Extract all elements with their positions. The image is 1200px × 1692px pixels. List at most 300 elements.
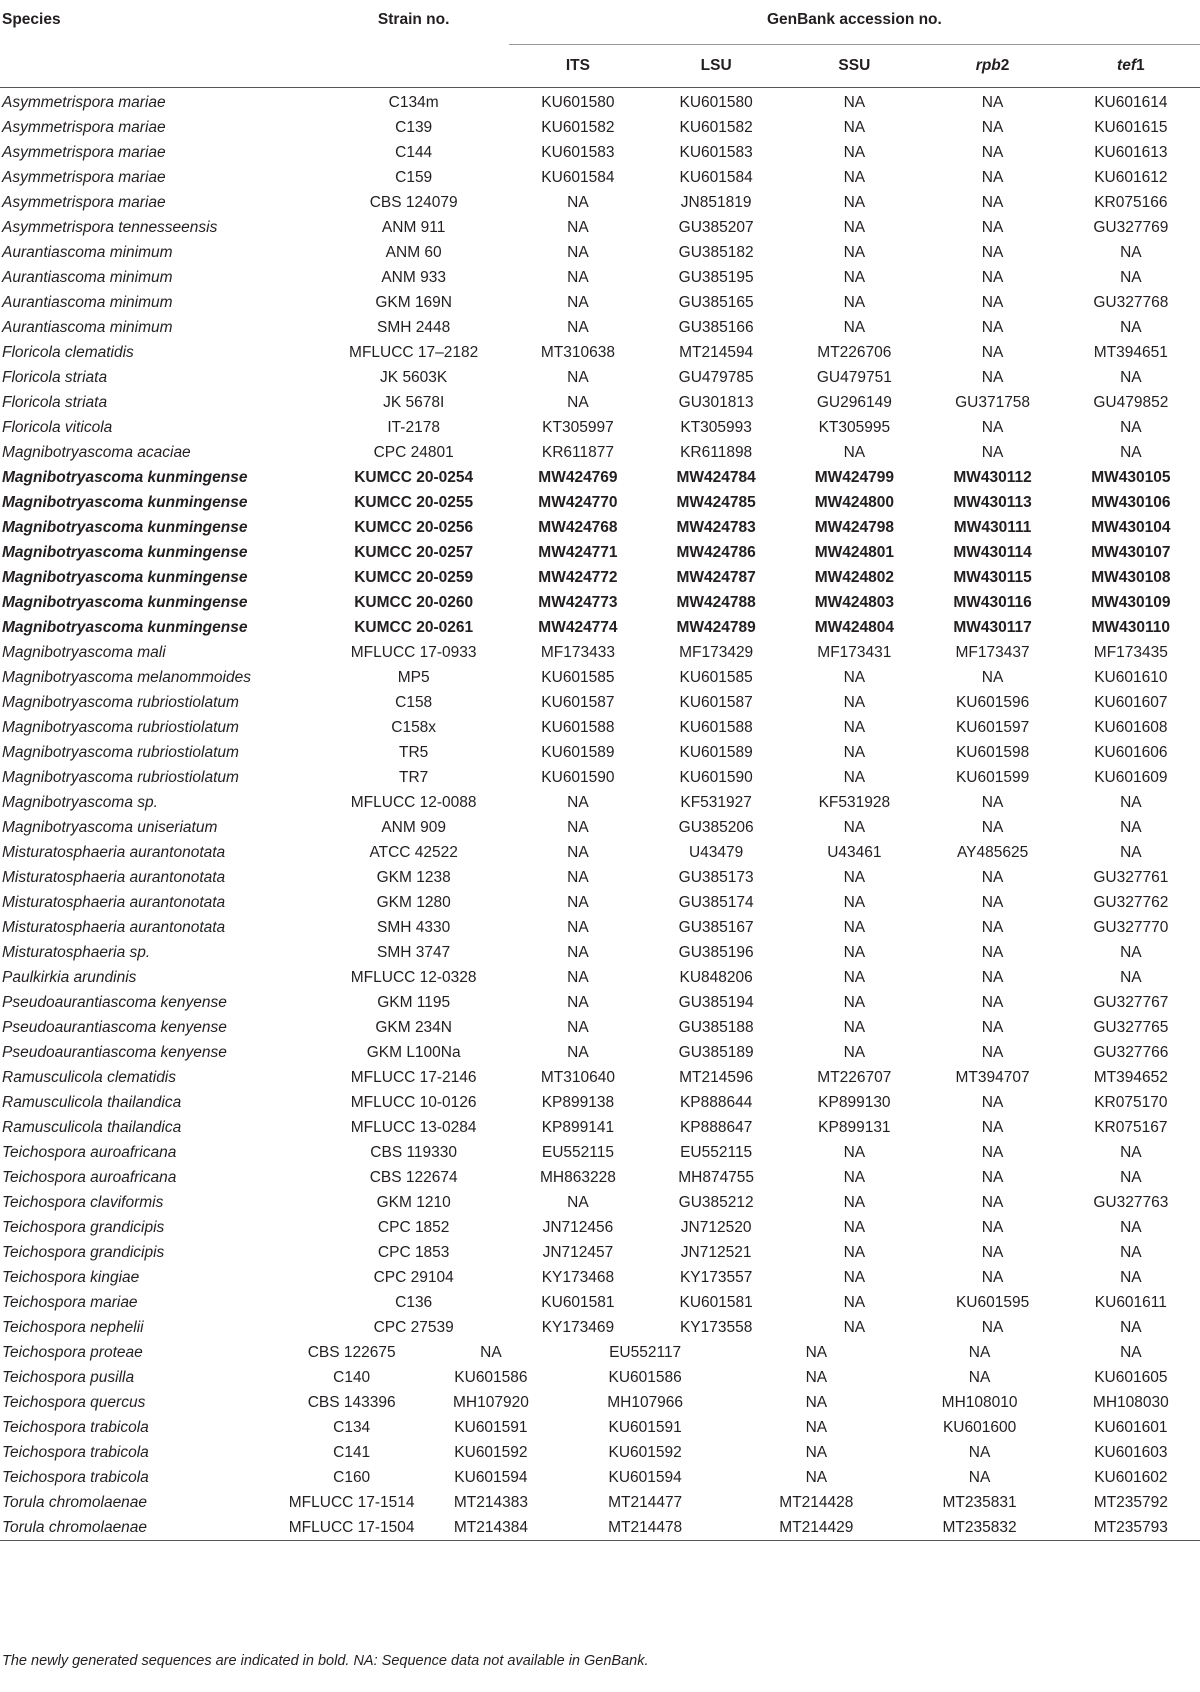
rpb2-cell-text: NA	[981, 343, 1004, 361]
lsu-cell-text: KU601591	[608, 1418, 682, 1436]
rpb2-cell	[923, 1290, 1061, 1315]
its-cell	[509, 865, 647, 890]
lsu-cell-text: GU385182	[678, 243, 754, 261]
its-cell	[509, 1290, 647, 1315]
strain-cell	[319, 1165, 509, 1190]
strain-cell-text: C139	[395, 118, 433, 136]
rpb2-cell	[923, 340, 1061, 365]
tef1-cell-text: NA	[1120, 1318, 1142, 1336]
rpb2-cell-text: MW430117	[953, 618, 1032, 636]
strain-cell	[319, 1190, 509, 1215]
lsu-cell	[647, 87, 785, 115]
its-cell	[509, 965, 647, 990]
strain-cell-text: GKM 1238	[376, 868, 451, 886]
its-cell	[509, 890, 647, 915]
ssu-cell-text: MW424798	[814, 518, 894, 536]
species-cell-text: Pseudoaurantiascoma kenyense	[2, 1043, 227, 1061]
rpb2-cell	[923, 565, 1061, 590]
its-cell	[509, 590, 647, 615]
tef1-cell-text: NA	[1120, 268, 1142, 286]
its-cell	[509, 715, 647, 740]
its-cell	[509, 87, 647, 115]
tef1-cell	[1062, 265, 1200, 290]
rpb2-cell-text: MW430113	[953, 493, 1032, 511]
species-cell	[0, 140, 319, 165]
rpb2-cell	[923, 1165, 1061, 1190]
ssu-cell	[785, 715, 923, 740]
rpb2-cell	[923, 1065, 1061, 1090]
rpb2-cell-text: NA	[981, 943, 1004, 961]
tef1-cell	[1062, 1515, 1200, 1541]
ssu-cell-text: NA	[805, 1418, 828, 1436]
its-cell	[509, 1165, 647, 1190]
strain-cell	[319, 190, 509, 215]
strain-cell-text: MFLUCC 17-2146	[350, 1068, 477, 1086]
strain-cell	[319, 415, 509, 440]
tef1-cell-text: KU601615	[1094, 118, 1168, 136]
rpb2-cell-text: KU601597	[955, 718, 1030, 736]
ssu-cell-text: NA	[843, 1143, 866, 1161]
lsu-cell	[647, 290, 785, 315]
species-cell	[0, 590, 319, 615]
its-cell	[509, 815, 647, 840]
ssu-cell-text: NA	[843, 718, 866, 736]
species-cell-text: Asymmetrispora mariae	[2, 193, 166, 211]
its-cell-text: NA	[567, 368, 589, 386]
strain-cell-text: MFLUCC 17-1504	[288, 1518, 415, 1536]
its-cell-text: NA	[567, 793, 589, 811]
species-cell	[0, 87, 319, 115]
species-cell-text: Teichospora nephelii	[2, 1318, 144, 1336]
species-cell	[0, 790, 319, 815]
tef1-cell-text: NA	[1120, 968, 1142, 986]
lsu-cell-text: KY173558	[679, 1318, 753, 1336]
strain-cell-text: C158x	[391, 718, 437, 736]
rpb2-cell-text: MW430111	[953, 518, 1032, 536]
strain-cell-text: KUMCC 20-0257	[354, 543, 474, 561]
species-cell	[0, 115, 319, 140]
strain-cell-text: CPC 1852	[377, 1218, 450, 1236]
its-cell-text: NA	[567, 218, 589, 236]
lsu-cell	[647, 790, 785, 815]
rpb2-cell-text: NA	[981, 193, 1004, 211]
species-cell-text: Floricola viticola	[2, 418, 113, 436]
ssu-cell-text: NA	[843, 1218, 866, 1236]
its-cell-text: NA	[567, 868, 589, 886]
rpb2-cell	[923, 215, 1061, 240]
rpb2-cell	[923, 490, 1061, 515]
lsu-cell	[608, 1515, 785, 1541]
tef1-cell	[1062, 190, 1200, 215]
lsu-cell	[647, 515, 785, 540]
rpb2-cell	[923, 1090, 1061, 1115]
ssu-cell	[785, 1090, 923, 1115]
ssu-cell	[785, 140, 923, 165]
strain-cell-text: C134m	[388, 93, 439, 111]
ssu-cell	[785, 1315, 923, 1340]
rpb2-cell-text: MT235832	[942, 1518, 1017, 1536]
lsu-cell	[647, 865, 785, 890]
its-cell	[509, 565, 647, 590]
tef1-cell-text: GU327765	[1093, 1018, 1169, 1036]
tef1-cell-text: NA	[1120, 1168, 1142, 1186]
strain-cell	[319, 840, 509, 865]
table-body	[0, 87, 1200, 1540]
ssu-cell-text: NA	[843, 1043, 866, 1061]
tef1-cell-text: GU327763	[1093, 1193, 1169, 1211]
table-row	[0, 490, 1200, 515]
rpb2-cell	[923, 1415, 1061, 1440]
rpb2-cell-text: NA	[981, 1168, 1004, 1186]
species-cell-text: Asymmetrispora mariae	[2, 93, 166, 111]
ssu-cell-text: NA	[843, 1243, 866, 1261]
its-cell-text: MT310640	[540, 1068, 615, 1086]
rpb2-cell	[923, 665, 1061, 690]
rpb2-cell	[923, 1215, 1061, 1240]
table-row	[0, 240, 1200, 265]
species-cell	[0, 1490, 319, 1515]
tef1-cell-text: KU601609	[1094, 768, 1168, 786]
lsu-cell	[647, 690, 785, 715]
its-cell	[509, 115, 647, 140]
rpb2-cell-text: GU371758	[955, 393, 1031, 411]
lsu-cell-text: KU601584	[679, 168, 753, 186]
rpb2-cell-text: NA	[981, 993, 1004, 1011]
strain-cell	[319, 1040, 509, 1065]
rpb2-cell-text: KU601596	[955, 693, 1030, 711]
lsu-cell-text: KY173557	[679, 1268, 753, 1286]
lsu-cell	[647, 1140, 785, 1165]
strain-cell-text: MFLUCC 17-1514	[288, 1493, 415, 1511]
ssu-cell	[785, 290, 923, 315]
its-cell	[509, 165, 647, 190]
tef1-cell-text: GU327762	[1093, 893, 1169, 911]
ssu-cell	[785, 440, 923, 465]
lsu-cell-text: MW424787	[676, 568, 756, 586]
lsu-cell-text: MW424783	[676, 518, 756, 536]
its-cell	[509, 1265, 647, 1290]
rpb2-header-italic: rpb	[975, 56, 1001, 74]
tef1-cell-text: MW430106	[1091, 493, 1171, 511]
rpb2-cell	[923, 1465, 1061, 1490]
ssu-cell-text: NA	[805, 1343, 828, 1361]
ssu-cell	[785, 240, 923, 265]
rpb2-cell	[923, 1315, 1061, 1340]
rpb2-cell	[923, 415, 1061, 440]
strain-cell	[319, 940, 509, 965]
species-cell	[0, 765, 319, 790]
species-cell	[0, 340, 319, 365]
tef1-cell	[1062, 240, 1200, 265]
tef1-cell	[1062, 1215, 1200, 1240]
table-row	[0, 965, 1200, 990]
species-cell	[0, 1315, 319, 1340]
rpb2-cell-text: KU601599	[955, 768, 1030, 786]
table-row	[0, 465, 1200, 490]
rpb2-cell	[923, 590, 1061, 615]
ssu-cell-text: MW424801	[814, 543, 894, 561]
lsu-cell	[647, 990, 785, 1015]
species-cell	[0, 465, 319, 490]
ssu-cell	[785, 1215, 923, 1240]
rpb2-cell	[923, 540, 1061, 565]
rpb2-cell	[923, 790, 1061, 815]
tef1-cell	[1062, 1090, 1200, 1115]
its-cell-text: NA	[567, 918, 589, 936]
tef1-cell	[1062, 640, 1200, 665]
strain-cell	[319, 465, 509, 490]
strain-cell	[319, 165, 509, 190]
tef1-cell	[1062, 1015, 1200, 1040]
table-row	[0, 865, 1200, 890]
species-cell-text: Floricola striata	[2, 393, 108, 411]
strain-cell	[319, 290, 509, 315]
ssu-cell	[785, 915, 923, 940]
tef1-cell	[1062, 815, 1200, 840]
strain-cell	[319, 1215, 509, 1240]
its-cell-text: KU601590	[541, 768, 615, 786]
its-cell	[509, 690, 647, 715]
rpb2-header	[923, 44, 1061, 87]
its-cell	[509, 440, 647, 465]
strain-cell-text: GKM 234N	[375, 1018, 452, 1036]
lsu-cell	[647, 315, 785, 340]
strain-cell-text: C158	[395, 693, 433, 711]
strain-cell	[319, 140, 509, 165]
ssu-cell-text: NA	[843, 1168, 866, 1186]
rpb2-cell-text: NA	[981, 1018, 1004, 1036]
lsu-cell	[647, 1115, 785, 1140]
lsu-cell	[647, 190, 785, 215]
its-cell-text: NA	[567, 293, 589, 311]
its-cell	[509, 215, 647, 240]
species-cell-text: Magnibotryascoma kunmingense	[2, 568, 248, 586]
species-cell	[0, 1115, 319, 1140]
ssu-cell	[785, 115, 923, 140]
rpb2-cell-text: KU601595	[955, 1293, 1030, 1311]
species-cell	[0, 315, 319, 340]
species-cell-text: Aurantiascoma minimum	[2, 293, 173, 311]
its-cell	[509, 465, 647, 490]
lsu-cell	[647, 365, 785, 390]
tef1-cell	[1062, 1440, 1200, 1465]
its-cell	[509, 340, 647, 365]
table-row	[0, 190, 1200, 215]
rpb2-cell-text: NA	[981, 93, 1004, 111]
lsu-cell-text: MW424789	[676, 618, 756, 636]
lsu-cell-text: GU301813	[678, 393, 754, 411]
lsu-cell-text: GU385206	[678, 818, 754, 836]
rpb2-cell	[923, 1365, 1061, 1390]
rpb2-cell-text: NA	[981, 143, 1004, 161]
tef1-cell-text: NA	[1120, 1143, 1142, 1161]
table-row	[0, 1490, 1200, 1515]
rpb2-cell	[923, 290, 1061, 315]
ssu-cell	[785, 665, 923, 690]
tef1-cell-text: NA	[1120, 843, 1142, 861]
rpb2-cell-text: NA	[981, 168, 1004, 186]
its-cell	[509, 990, 647, 1015]
strain-cell-text: C140	[333, 1368, 371, 1386]
tef1-cell	[1062, 1290, 1200, 1315]
lsu-cell-text: GU385212	[678, 1193, 754, 1211]
ssu-cell	[785, 390, 923, 415]
rpb2-cell	[923, 740, 1061, 765]
lsu-cell	[647, 540, 785, 565]
its-cell-text: MW424772	[538, 568, 618, 586]
tef1-cell-text: KU601607	[1094, 693, 1168, 711]
tef1-cell-text: MH108030	[1092, 1393, 1169, 1411]
lsu-cell-text: KP888644	[679, 1093, 753, 1111]
species-header-spacer	[0, 44, 319, 87]
its-cell-text: NA	[567, 243, 589, 261]
tef1-cell-text: MW430108	[1091, 568, 1171, 586]
its-cell-text: KU601591	[454, 1418, 528, 1436]
ssu-cell	[785, 640, 923, 665]
strain-cell	[319, 1265, 509, 1290]
species-cell	[0, 740, 319, 765]
lsu-cell-text: KU601590	[679, 768, 753, 786]
ssu-cell-text: MT226706	[817, 343, 892, 361]
its-cell-text: KU601588	[541, 718, 615, 736]
rpb2-cell	[923, 1265, 1061, 1290]
ssu-cell-text: MW424804	[814, 618, 894, 636]
tef1-cell	[1062, 940, 1200, 965]
tef1-cell-text: MW430107	[1091, 543, 1171, 561]
table-row	[0, 1165, 1200, 1190]
species-cell-text: Paulkirkia arundinis	[2, 968, 137, 986]
lsu-cell-text: GU385165	[678, 293, 754, 311]
its-cell-text: MW424768	[538, 518, 618, 536]
lsu-cell-text: MW424788	[676, 593, 756, 611]
lsu-cell	[647, 390, 785, 415]
strain-cell-text: GKM L100Na	[366, 1043, 461, 1061]
lsu-cell	[608, 1440, 785, 1465]
ssu-cell-text: NA	[805, 1443, 828, 1461]
lsu-cell	[608, 1465, 785, 1490]
tef1-cell	[1062, 290, 1200, 315]
lsu-cell	[647, 590, 785, 615]
its-cell-text: MH863228	[540, 1168, 616, 1186]
lsu-cell-text: MF173429	[679, 643, 754, 661]
its-cell	[509, 290, 647, 315]
species-cell-text: Teichospora quercus	[2, 1393, 146, 1411]
tef1-cell-text: NA	[1120, 368, 1142, 386]
ssu-cell-text: NA	[843, 168, 866, 186]
strain-cell-text: MFLUCC 17–2182	[349, 343, 479, 361]
its-cell-text: MT214383	[453, 1493, 528, 1511]
lsu-cell-text: KU601594	[608, 1468, 682, 1486]
tef1-cell-text: MT235792	[1093, 1493, 1168, 1511]
tef1-cell-text: GU327769	[1093, 218, 1169, 236]
species-cell-text: Magnibotryascoma melanommoides	[2, 668, 251, 686]
ssu-cell-text: GU296149	[816, 393, 892, 411]
table-row	[0, 1115, 1200, 1140]
lsu-cell-text: KR611898	[680, 443, 753, 461]
lsu-cell-text: MH107966	[607, 1393, 684, 1411]
tef1-cell	[1062, 115, 1200, 140]
lsu-cell-text: GU385174	[678, 893, 754, 911]
ssu-cell	[785, 1240, 923, 1265]
ssu-cell	[785, 340, 923, 365]
lsu-cell-text: MW424784	[676, 468, 756, 486]
tef1-cell	[1062, 465, 1200, 490]
lsu-cell-text: GU385195	[678, 268, 754, 286]
strain-cell-text: IT-2178	[387, 418, 440, 436]
its-cell-text: KU601586	[454, 1368, 528, 1386]
its-cell	[509, 365, 647, 390]
lsu-cell-text: KT305993	[680, 418, 752, 436]
tef1-cell	[1062, 340, 1200, 365]
rpb2-cell	[923, 115, 1061, 140]
tef1-cell-text: MW430110	[1091, 618, 1171, 636]
tef1-cell	[1062, 440, 1200, 465]
species-cell	[0, 1290, 319, 1315]
species-cell-text: Teichospora trabicola	[2, 1468, 149, 1486]
rpb2-cell	[923, 1040, 1061, 1065]
its-cell	[509, 1215, 647, 1240]
rpb2-cell-text: NA	[981, 968, 1004, 986]
ssu-cell-text: NA	[843, 1293, 866, 1311]
ssu-cell-text: KF531928	[818, 793, 891, 811]
strain-cell-text: ANM 911	[381, 218, 446, 236]
species-cell-text: Aurantiascoma minimum	[2, 243, 173, 261]
table-footnote: The newly generated sequences are indicated in bold. NA: Sequence data not available in GenBank.	[2, 1653, 649, 1669]
strain-cell	[319, 87, 509, 115]
table-row	[0, 940, 1200, 965]
strain-cell-text: KUMCC 20-0260	[354, 593, 474, 611]
tef1-cell	[1062, 490, 1200, 515]
rpb2-header-number: 2	[1000, 56, 1010, 74]
tef1-cell	[1062, 540, 1200, 565]
strain-cell-text: GKM 1195	[377, 993, 451, 1011]
strain-cell-text: TR7	[399, 768, 429, 786]
ssu-cell	[785, 1265, 923, 1290]
species-cell	[0, 665, 319, 690]
species-cell-text: Teichospora trabicola	[2, 1443, 149, 1461]
its-cell-text: MW424770	[538, 493, 618, 511]
strain-cell-text: C144	[395, 143, 433, 161]
table-row	[0, 1040, 1200, 1065]
lsu-cell	[607, 1390, 785, 1415]
rpb2-cell-text: NA	[981, 1243, 1004, 1261]
species-cell-text: Aurantiascoma minimum	[2, 268, 173, 286]
its-cell-text: NA	[567, 943, 589, 961]
rpb2-cell	[923, 865, 1061, 890]
lsu-cell-text: MH874755	[678, 1168, 755, 1186]
species-cell	[0, 890, 319, 915]
table-row	[0, 415, 1200, 440]
rpb2-cell-text: NA	[981, 1043, 1004, 1061]
ssu-cell	[785, 490, 923, 515]
its-cell-text: MT214384	[453, 1518, 528, 1536]
tef1-cell	[1062, 765, 1200, 790]
rpb2-cell	[923, 465, 1061, 490]
strain-cell-text: MFLUCC 10-0126	[350, 1093, 477, 1111]
rpb2-cell	[923, 1115, 1061, 1140]
table-row	[0, 765, 1200, 790]
strain-cell	[319, 515, 509, 540]
ssu-cell-text: MT226707	[817, 1068, 892, 1086]
species-cell-text: Magnibotryascoma kunmingense	[2, 593, 248, 611]
its-cell-text: KP899141	[541, 1118, 615, 1136]
tef1-cell-text: KU601608	[1094, 718, 1168, 736]
its-cell	[509, 540, 647, 565]
strain-cell-text: C141	[333, 1443, 371, 1461]
ssu-cell-text: NA	[843, 1018, 866, 1036]
lsu-cell-text: GU385167	[678, 918, 754, 936]
species-cell-text: Magnibotryascoma rubriostiolatum	[2, 768, 239, 786]
